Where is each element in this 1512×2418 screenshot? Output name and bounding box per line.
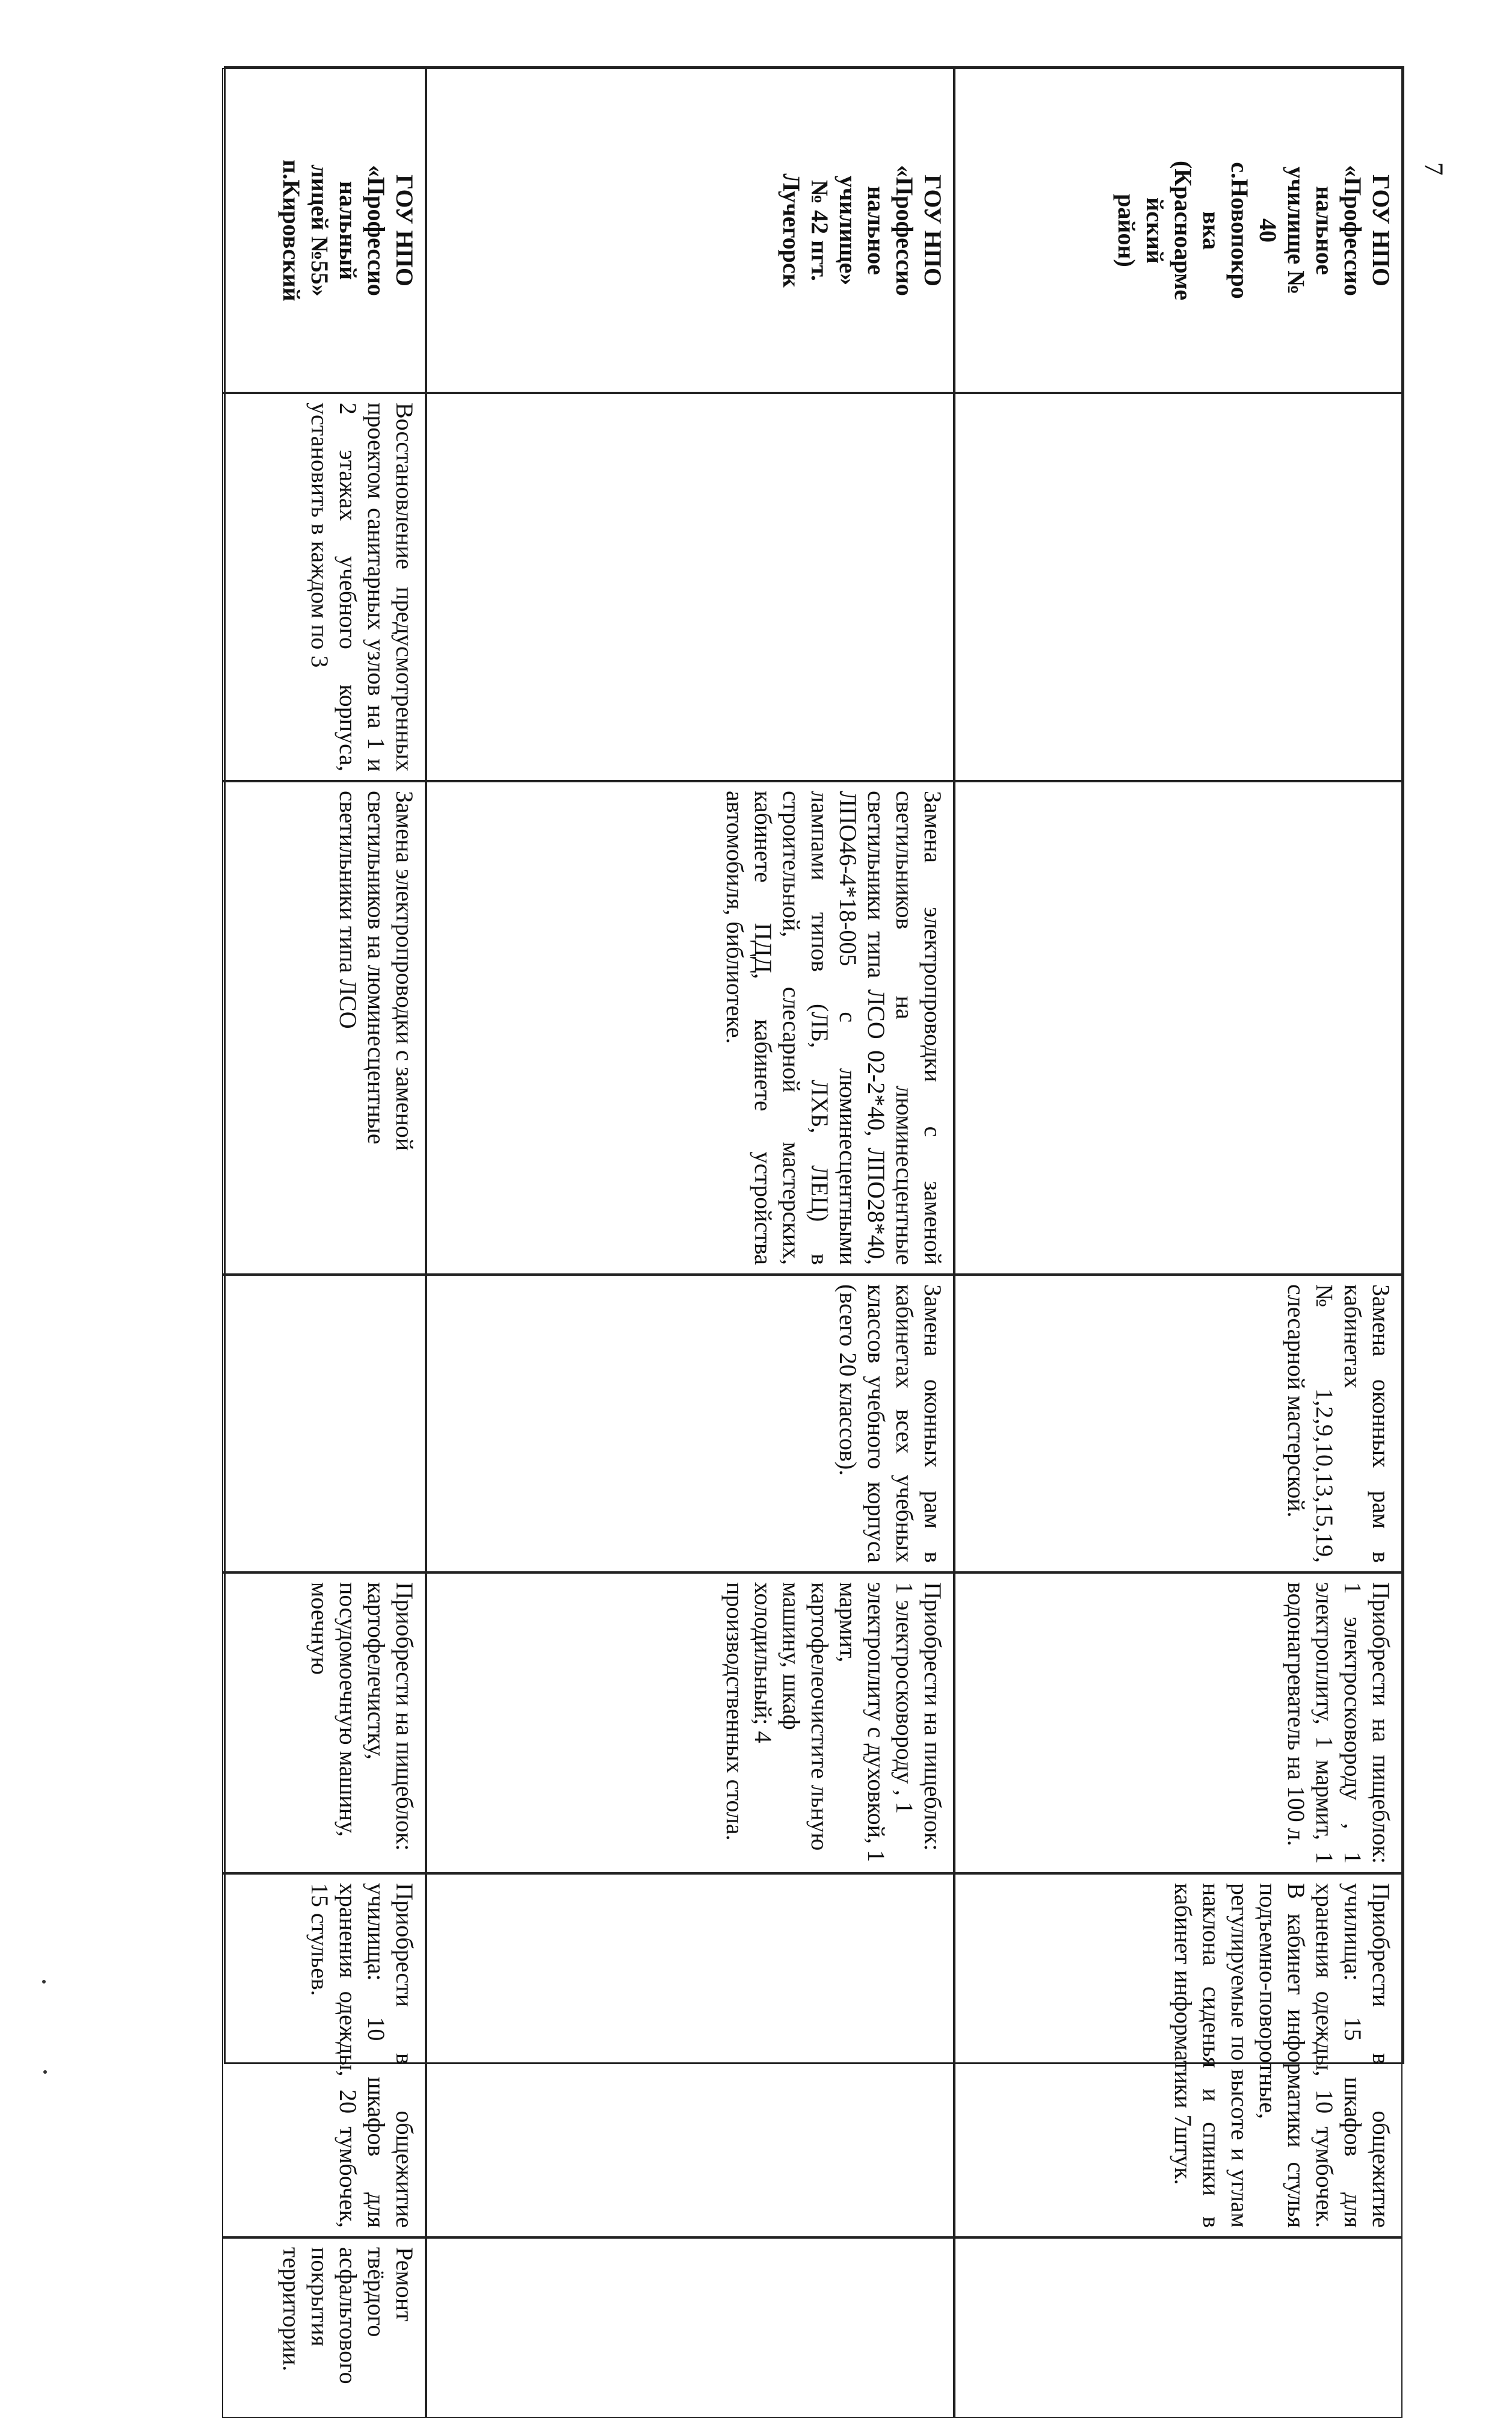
kitchen-cell: Приобрести на пищеблок: картофелечистку, посудомоечную машину, моечную — [222, 1572, 426, 1873]
electrical-cell — [954, 781, 1402, 1275]
territory-cell — [954, 2237, 1402, 2418]
territory-cell: Ремонт твёрдого асфальтового покрытия территории. — [222, 2237, 426, 2418]
org-name-cell: ГОУ НПО «Профессио нальный лицей №55» п.Кировский — [222, 68, 426, 393]
windows-cell: Замена оконных рам в кабинетах №1,2,9,10,13,15,19, слесарной мастерской. — [954, 1275, 1402, 1572]
dormitory-cell: Приобрести в общежитие училища: 10 шкафов для хранения одежды, 20 тумбочек, 15 стульев. — [222, 1873, 426, 2237]
territory-cell — [426, 2237, 954, 2418]
sanitary-cell — [426, 393, 954, 781]
scan-speck — [42, 1980, 46, 1984]
org-name-cell: ГОУ НПО «Профессио нальное училище № 40 с.Новопокро вка (Красноарме йский район) — [954, 68, 1402, 393]
sanitary-cell — [954, 393, 1402, 781]
kitchen-cell: Приобрести на пищеблок: 1 электросковороду , 1 электроплиту с духовкой, 1 мармит, картофелеочистите льную машину, шкаф холодильный; 4 производственных стола. — [426, 1572, 954, 1873]
sanitary-cell: Восстановление предусмотренных проектом санитарных узлов на 1 и 2 этажах учебного корпуса, установить в каждом по 3 — [222, 393, 426, 781]
org-name-cell: ГОУ НПО «Профессио нальное училище» № 42 пгт. Лучегорск — [426, 68, 954, 393]
windows-cell: Замена оконных рам в кабинетах всех учебных классов учебного корпуса (всего 20 классов). — [426, 1275, 954, 1572]
dormitory-cell: Приобрести в общежитие училища: 15 шкафов для хранения одежды, 10 тумбочек. В кабинет информатики стулья подъемно-поворотные, регулируемые по высоте и углам наклона сиденья и спинки в кабинет информатики 7штук. — [954, 1873, 1402, 2237]
electrical-cell: Замена электропроводки с заменой светильников на люминесцентные светильники типа ЛСО 02-2*40, ЛПО28*40, ЛПО46-4*18-005 с люминесцентными лампами типов (ЛБ, ЛХБ, ЛЕЦ) в строительной, слесарной мастерских, кабинете ПДД, кабинете устройства автомобиля, библиотеке. — [426, 781, 954, 1275]
document-table — [224, 66, 1404, 2384]
page-number: 7 — [1419, 162, 1449, 176]
windows-cell — [222, 1275, 426, 1572]
dormitory-cell — [426, 1873, 954, 2237]
scan-speck — [43, 2070, 47, 2074]
electrical-cell: Замена электропроводки с заменой светильников на люминесцентные светильники типа ЛСО — [222, 781, 426, 1275]
kitchen-cell: Приобрести на пищеблок: 1 электросковороду , 1 электроплиту, 1 мармит, 1 водонагреватель на 100 л. — [954, 1572, 1402, 1873]
